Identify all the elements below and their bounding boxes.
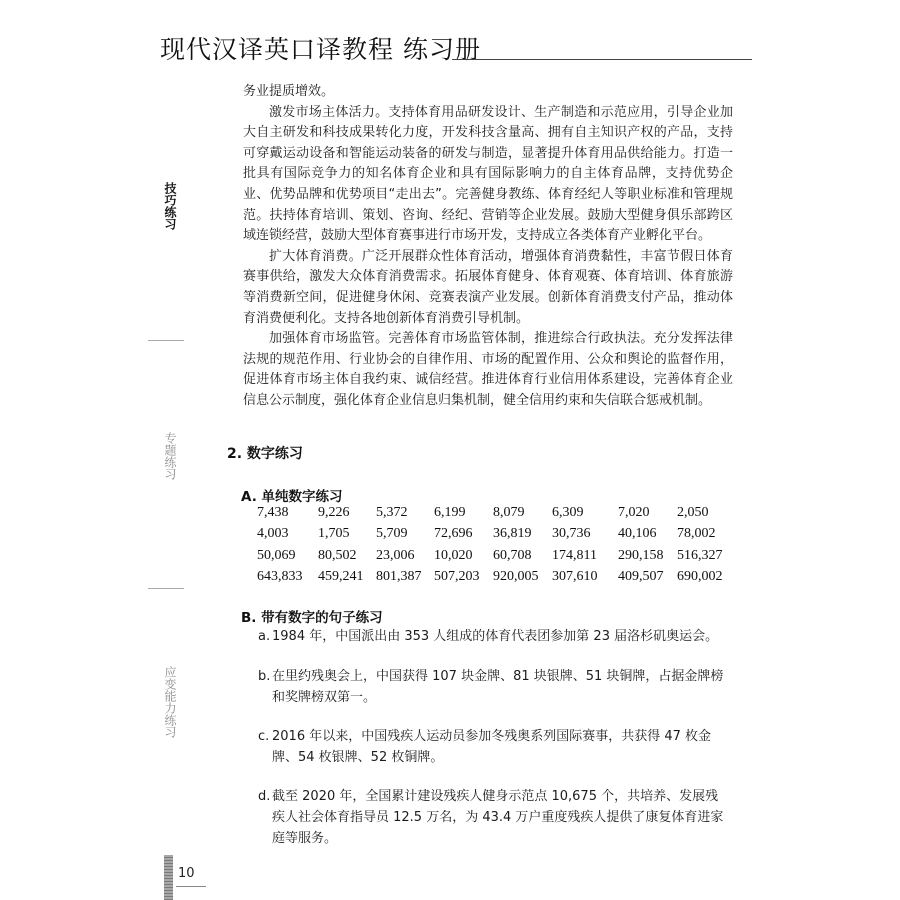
sentence-line <box>258 786 728 807</box>
table-cell: 459,241 <box>318 569 364 585</box>
table-cell: 801,387 <box>376 569 422 585</box>
paragraph: 扩大体育消费。广泛开展群众性体育活动，增强体育消费黏性，丰富节假日体育赛事供给，激发大众体育消费需求。拓展体育健身、体育观赛、体育培训、体育旅游等消费新空间，促进健身休闲、竞赛表演产业发展。创新体育消费支付产品，推动体育消费便利化。支持各地创新体育消费引导机制。 <box>243 248 733 326</box>
table-cell: 7,020 <box>618 504 650 520</box>
section-title: 2. 数字练习 <box>227 446 303 462</box>
table-cell: 643,833 <box>257 569 303 585</box>
table-cell: 50,069 <box>257 547 296 563</box>
sentence-d <box>258 786 728 849</box>
table-cell: 40,106 <box>618 526 657 542</box>
sentence-text: 2016 年以来，中国残疾人运动员参加冬残奥系列国际赛事，共获得 47 枚金 <box>272 729 712 744</box>
sentence-a <box>258 626 728 647</box>
table-cell: 30,736 <box>552 526 591 542</box>
sentence-line <box>258 726 728 747</box>
sentence-marker: b. <box>258 669 271 684</box>
sentence-text: 在里约残奥会上，中国获得 107 块金牌、81 块银牌、51 块铜牌，占据金牌榜 <box>272 669 724 684</box>
sentence-line: 疾人社会体育指导员 12.5 万名，为 43.4 万户重度残疾人提供了康复体育进家 <box>272 810 724 825</box>
table-cell: 80,502 <box>318 547 357 563</box>
table-cell: 5,372 <box>376 504 408 520</box>
table-cell: 516,327 <box>677 547 723 563</box>
table-cell: 78,002 <box>677 526 716 542</box>
table-cell: 72,696 <box>434 526 473 542</box>
table-row <box>257 502 737 524</box>
table-cell: 290,158 <box>618 547 664 563</box>
sentence-text: 1984 年，中国派出由 353 人组成的体育代表团参加第 23 届洛杉矶奥运会。 <box>272 629 719 644</box>
number-table <box>257 502 737 588</box>
table-cell: 36,819 <box>493 526 532 542</box>
side-divider <box>148 340 184 341</box>
table-cell: 690,002 <box>677 569 723 585</box>
side-tab-topics: 专题练习 <box>163 432 177 480</box>
part-b-title: B. 带有数字的句子练习 <box>241 610 383 626</box>
table-cell: 507,203 <box>434 569 480 585</box>
paragraph: 加强体育市场监管。完善体育市场监管体制，推进综合行政执法。充分发挥法律法规的规范作用、行业协会的自律作用、市场的配置作用、公众和舆论的监督作用，促进体育市场主体自我约束、诚信经营。推进体育行业信用体系建设，完善体育企业信息公示制度，强化体育企业信息归集机制，健全信用约束和失信联合惩戒机制。 <box>243 331 733 408</box>
sentence-line <box>258 626 728 647</box>
table-row <box>257 524 737 546</box>
table-cell: 5,709 <box>376 526 408 542</box>
table-cell: 4,003 <box>257 526 289 542</box>
paragraph: 务业提质增效。 <box>243 84 335 99</box>
table-row <box>257 567 737 589</box>
sentence-line <box>258 666 728 687</box>
table-cell: 307,610 <box>552 569 598 585</box>
table-cell: 920,005 <box>493 569 539 585</box>
table-cell: 409,507 <box>618 569 664 585</box>
page-number: 10 <box>178 866 195 881</box>
side-tab-skills: 技巧练习 <box>163 182 177 230</box>
sentence-marker: c. <box>258 729 270 744</box>
side-divider <box>148 588 184 589</box>
sentence-line: 庭等服务。 <box>272 831 338 846</box>
table-cell: 7,438 <box>257 504 289 520</box>
table-cell: 1,705 <box>318 526 350 542</box>
page-number-rule <box>176 886 206 887</box>
sentence-line: 和奖牌榜双第一。 <box>272 690 377 705</box>
table-cell: 10,020 <box>434 547 473 563</box>
sentence-line: 牌、54 枚银牌、52 枚铜牌。 <box>272 750 444 765</box>
table-cell: 9,226 <box>318 504 350 520</box>
table-cell: 23,006 <box>376 547 415 563</box>
table-cell: 2,050 <box>677 504 709 520</box>
sentence-text: 截至 2020 年，全国累计建设残疾人健身示范点 10,675 个，共培养、发展残 <box>272 789 719 804</box>
table-cell: 60,708 <box>493 547 532 563</box>
table-row <box>257 545 737 567</box>
sentence-c <box>258 726 728 768</box>
side-tab-adaptability: 应变能力练习 <box>163 666 177 738</box>
side-thumb-bar <box>164 855 173 900</box>
sentence-marker: d. <box>258 789 271 804</box>
body-text <box>243 82 733 412</box>
table-cell: 6,199 <box>434 504 466 520</box>
table-cell: 8,079 <box>493 504 525 520</box>
sentence-b <box>258 666 728 708</box>
header-rule <box>452 59 752 60</box>
page-header-title: 现代汉译英口译教程 练习册 <box>160 35 481 64</box>
table-cell: 174,811 <box>552 547 597 563</box>
part-a-title: A. 单纯数字练习 <box>241 489 343 505</box>
paragraph: 激发市场主体活力。支持体育用品研发设计、生产制造和示范应用，引导企业加大自主研发和科技成果转化力度，开发科技含量高、拥有自主知识产权的产品，支持可穿戴运动设备和智能运动装备的研发与制造，显著提升体育用品供给能力。打造一批具有国际竞争力的知名体育企业和具有国际影响力的自主体育品牌，支持优势企业、优势品牌和优势项目“走出去”。完善健身教练、体育经纪人等职业标准和管理规范。扶持体育培训、策划、咨询、经纪、营销等企业发展。鼓励大型健身俱乐部跨区域连锁经营，鼓励大型体育赛事进行市场开发，支持成立各类体育产业孵化平台。 <box>243 104 733 244</box>
sentence-marker: a. <box>258 629 271 644</box>
table-cell: 6,309 <box>552 504 584 520</box>
